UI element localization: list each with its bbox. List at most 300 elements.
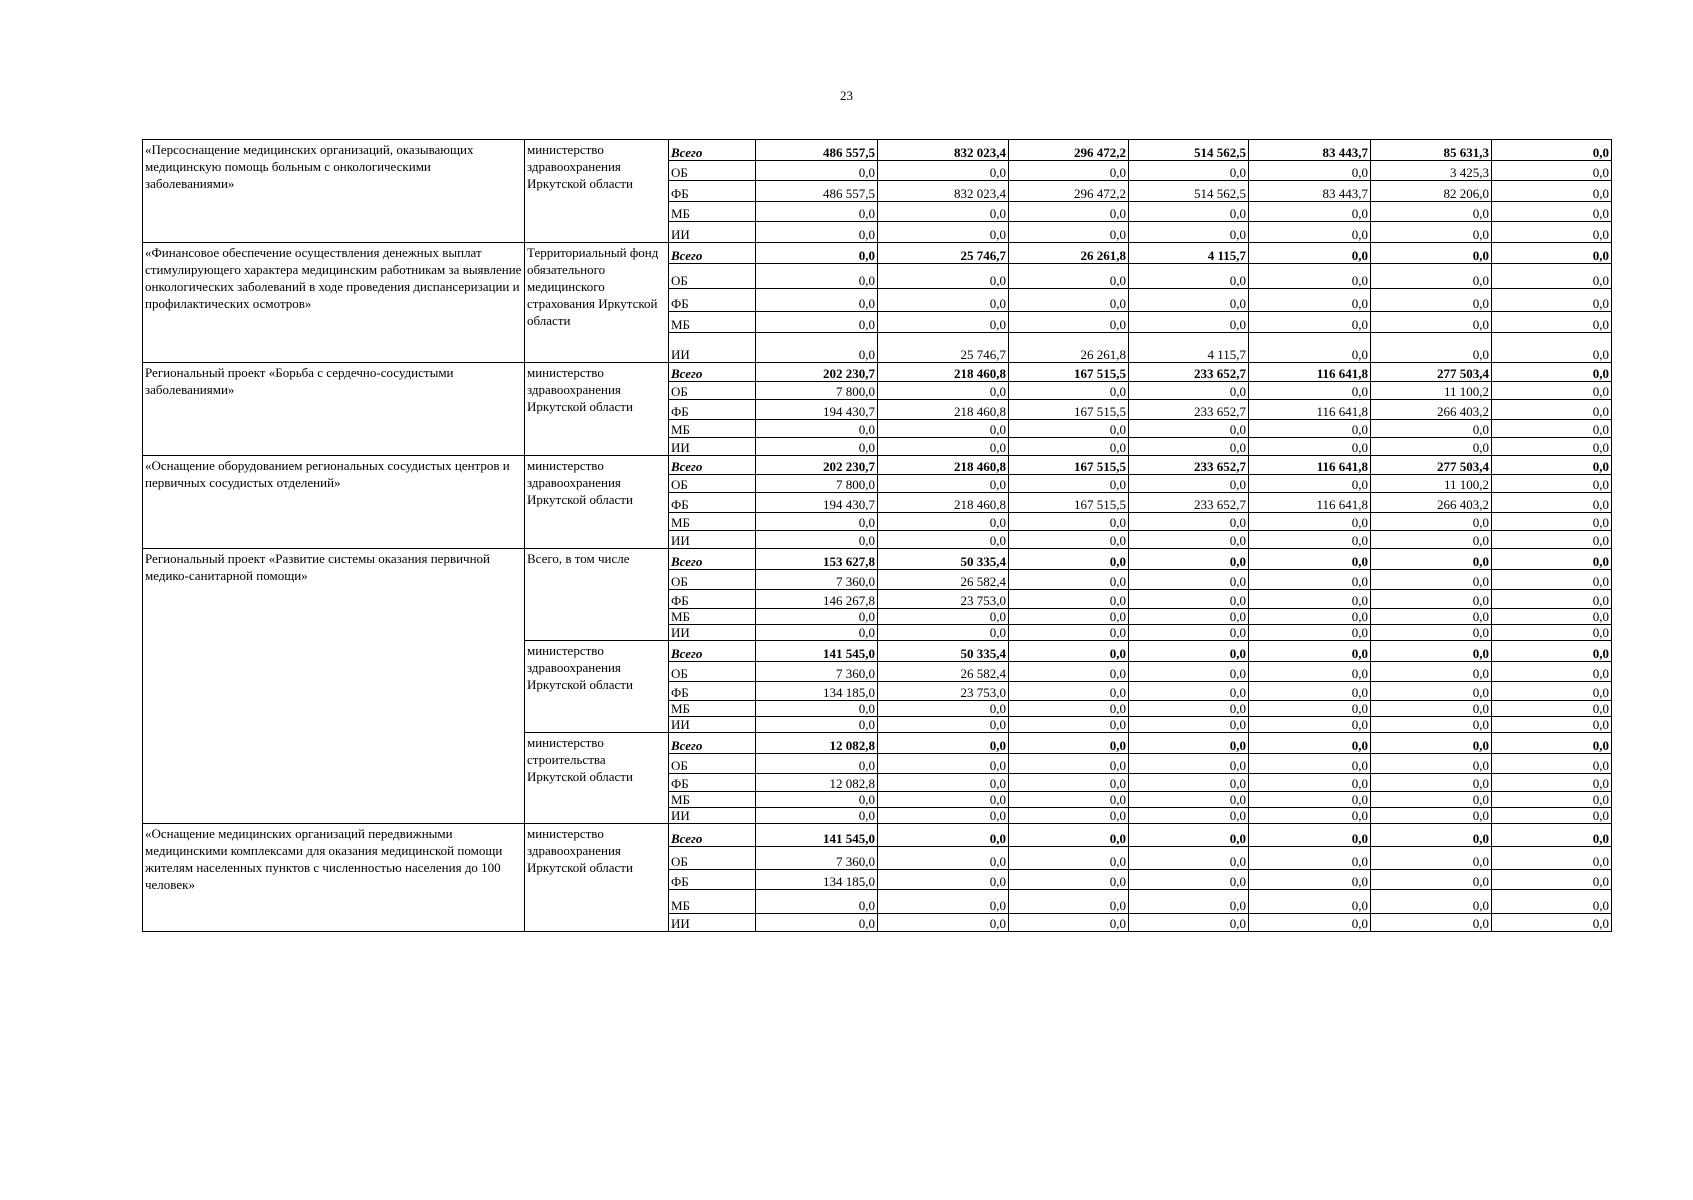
amount-cell: 0,0 xyxy=(1492,289,1612,312)
amount-cell: 486 557,5 xyxy=(756,140,878,161)
amount-cell: 0,0 xyxy=(756,531,878,549)
amount-cell: 832 023,4 xyxy=(878,181,1009,202)
amount-cell: 0,0 xyxy=(1249,312,1371,333)
amount-cell: 0,0 xyxy=(878,222,1009,243)
event-name-cell: «Персоснащение медицинских организаций, оказывающих медицинскую помощь больным с онкологическими заболеваниями» xyxy=(143,140,525,243)
amount-cell: 0,0 xyxy=(1129,701,1249,717)
funding-source-cell: ИИ xyxy=(669,625,756,641)
amount-cell: 0,0 xyxy=(1371,733,1492,754)
amount-cell: 0,0 xyxy=(1492,420,1612,438)
amount-cell: 0,0 xyxy=(1129,792,1249,808)
amount-cell: 116 641,8 xyxy=(1249,363,1371,382)
amount-cell: 0,0 xyxy=(1129,717,1249,733)
amount-cell: 0,0 xyxy=(1492,774,1612,792)
amount-cell: 0,0 xyxy=(1492,202,1612,222)
funding-source-cell: Всего xyxy=(669,140,756,161)
amount-cell: 116 641,8 xyxy=(1249,400,1371,420)
amount-cell: 0,0 xyxy=(878,824,1009,847)
amount-cell: 0,0 xyxy=(1129,824,1249,847)
amount-cell: 0,0 xyxy=(1492,243,1612,264)
amount-cell: 0,0 xyxy=(1009,792,1129,808)
amount-cell: 0,0 xyxy=(1371,824,1492,847)
funding-source-cell: ИИ xyxy=(669,222,756,243)
amount-cell: 0,0 xyxy=(756,808,878,824)
amount-cell: 0,0 xyxy=(1492,733,1612,754)
amount-cell: 0,0 xyxy=(1009,222,1129,243)
executor-cell: министерство здравоохранения Иркутской области xyxy=(525,824,669,932)
funding-source-cell: МБ xyxy=(669,890,756,914)
amount-cell: 0,0 xyxy=(1129,682,1249,701)
amount-cell: 167 515,5 xyxy=(1009,400,1129,420)
amount-cell: 0,0 xyxy=(878,701,1009,717)
amount-cell: 0,0 xyxy=(756,161,878,181)
amount-cell: 0,0 xyxy=(1129,754,1249,774)
funding-source-cell: ИИ xyxy=(669,333,756,363)
amount-cell: 153 627,8 xyxy=(756,549,878,570)
amount-cell: 7 360,0 xyxy=(756,847,878,870)
amount-cell: 0,0 xyxy=(1371,609,1492,625)
executor-cell: министерство здравоохранения Иркутской области xyxy=(525,363,669,456)
amount-cell: 0,0 xyxy=(1129,808,1249,824)
amount-cell: 0,0 xyxy=(1371,531,1492,549)
amount-cell: 0,0 xyxy=(1129,438,1249,456)
amount-cell: 82 206,0 xyxy=(1371,181,1492,202)
amount-cell: 12 082,8 xyxy=(756,733,878,754)
amount-cell: 0,0 xyxy=(1249,438,1371,456)
amount-cell: 0,0 xyxy=(756,222,878,243)
amount-cell: 0,0 xyxy=(1009,570,1129,590)
amount-cell: 0,0 xyxy=(1249,333,1371,363)
amount-cell: 0,0 xyxy=(1129,890,1249,914)
event-name-cell: Региональный проект «Развитие системы оказания первичной медико-санитарной помощи» xyxy=(143,549,525,824)
amount-cell: 0,0 xyxy=(1492,382,1612,400)
amount-cell: 23 753,0 xyxy=(878,682,1009,701)
funding-source-cell: ОБ xyxy=(669,570,756,590)
amount-cell: 0,0 xyxy=(1009,717,1129,733)
amount-cell: 0,0 xyxy=(1009,549,1129,570)
amount-cell: 50 335,4 xyxy=(878,549,1009,570)
executor-cell: Территориальный фонд обязательного медицинского страхования Иркутской области xyxy=(525,243,669,363)
amount-cell: 0,0 xyxy=(1492,808,1612,824)
amount-cell: 141 545,0 xyxy=(756,824,878,847)
amount-cell: 0,0 xyxy=(1492,161,1612,181)
amount-cell: 0,0 xyxy=(1009,733,1129,754)
funding-source-cell: ИИ xyxy=(669,438,756,456)
amount-cell: 0,0 xyxy=(878,161,1009,181)
amount-cell: 218 460,8 xyxy=(878,363,1009,382)
amount-cell: 0,0 xyxy=(878,792,1009,808)
funding-source-cell: ФБ xyxy=(669,289,756,312)
event-name-cell: Региональный проект «Борьба с сердечно-сосудистыми заболеваниями» xyxy=(143,363,525,456)
amount-cell: 0,0 xyxy=(878,717,1009,733)
funding-source-cell: ОБ xyxy=(669,662,756,682)
amount-cell: 0,0 xyxy=(1129,733,1249,754)
amount-cell: 0,0 xyxy=(878,870,1009,890)
funding-source-cell: МБ xyxy=(669,312,756,333)
amount-cell: 0,0 xyxy=(1009,609,1129,625)
funding-source-cell: ОБ xyxy=(669,475,756,493)
table-row xyxy=(143,363,1612,382)
amount-cell: 0,0 xyxy=(1492,590,1612,609)
amount-cell: 0,0 xyxy=(1371,312,1492,333)
amount-cell: 0,0 xyxy=(1492,513,1612,531)
page-number: 23 xyxy=(840,88,853,103)
amount-cell: 0,0 xyxy=(1249,513,1371,531)
amount-cell: 0,0 xyxy=(1492,701,1612,717)
executor-cell: министерство здравоохранения Иркутской области xyxy=(525,641,669,733)
amount-cell: 50 335,4 xyxy=(878,641,1009,662)
funding-source-cell: ФБ xyxy=(669,590,756,609)
amount-cell: 486 557,5 xyxy=(756,181,878,202)
amount-cell: 116 641,8 xyxy=(1249,493,1371,513)
amount-cell: 0,0 xyxy=(1129,382,1249,400)
amount-cell: 0,0 xyxy=(1492,363,1612,382)
amount-cell: 0,0 xyxy=(1129,549,1249,570)
amount-cell: 0,0 xyxy=(1009,774,1129,792)
table-row xyxy=(143,824,1612,847)
funding-source-cell: ФБ xyxy=(669,870,756,890)
amount-cell: 0,0 xyxy=(1249,609,1371,625)
amount-cell: 0,0 xyxy=(1249,808,1371,824)
funding-source-cell: Всего xyxy=(669,641,756,662)
amount-cell: 0,0 xyxy=(878,754,1009,774)
amount-cell: 26 261,8 xyxy=(1009,333,1129,363)
amount-cell: 0,0 xyxy=(756,202,878,222)
amount-cell: 0,0 xyxy=(1129,774,1249,792)
amount-cell: 277 503,4 xyxy=(1371,456,1492,475)
amount-cell: 0,0 xyxy=(1249,420,1371,438)
funding-source-cell: Всего xyxy=(669,733,756,754)
funding-source-cell: ОБ xyxy=(669,382,756,400)
amount-cell: 0,0 xyxy=(1492,847,1612,870)
amount-cell: 11 100,2 xyxy=(1371,382,1492,400)
amount-cell: 26 261,8 xyxy=(1009,243,1129,264)
funding-source-cell: ИИ xyxy=(669,717,756,733)
amount-cell: 0,0 xyxy=(878,733,1009,754)
amount-cell: 218 460,8 xyxy=(878,456,1009,475)
amount-cell: 0,0 xyxy=(1492,890,1612,914)
amount-cell: 0,0 xyxy=(1249,774,1371,792)
amount-cell: 0,0 xyxy=(1009,382,1129,400)
amount-cell: 277 503,4 xyxy=(1371,363,1492,382)
amount-cell: 0,0 xyxy=(1371,701,1492,717)
amount-cell: 0,0 xyxy=(1009,475,1129,493)
amount-cell: 3 425,3 xyxy=(1371,161,1492,181)
amount-cell: 0,0 xyxy=(1009,289,1129,312)
amount-cell: 0,0 xyxy=(756,438,878,456)
amount-cell: 0,0 xyxy=(1492,914,1612,932)
amount-cell: 0,0 xyxy=(1129,625,1249,641)
amount-cell: 0,0 xyxy=(1249,682,1371,701)
amount-cell: 514 562,5 xyxy=(1129,140,1249,161)
amount-cell: 0,0 xyxy=(1492,717,1612,733)
amount-cell: 0,0 xyxy=(1249,243,1371,264)
amount-cell: 0,0 xyxy=(1371,808,1492,824)
amount-cell: 233 652,7 xyxy=(1129,363,1249,382)
amount-cell: 0,0 xyxy=(1129,513,1249,531)
amount-cell: 0,0 xyxy=(1492,531,1612,549)
amount-cell: 0,0 xyxy=(1249,625,1371,641)
amount-cell: 0,0 xyxy=(756,609,878,625)
funding-source-cell: ИИ xyxy=(669,531,756,549)
table-row xyxy=(143,456,1612,475)
funding-source-cell: ФБ xyxy=(669,181,756,202)
amount-cell: 0,0 xyxy=(756,289,878,312)
amount-cell: 0,0 xyxy=(1129,570,1249,590)
amount-cell: 266 403,2 xyxy=(1371,400,1492,420)
amount-cell: 0,0 xyxy=(1492,312,1612,333)
amount-cell: 0,0 xyxy=(1492,333,1612,363)
amount-cell: 0,0 xyxy=(1009,420,1129,438)
amount-cell: 0,0 xyxy=(1249,531,1371,549)
amount-cell: 0,0 xyxy=(1371,847,1492,870)
funding-source-cell: Всего xyxy=(669,549,756,570)
amount-cell: 0,0 xyxy=(1492,475,1612,493)
amount-cell: 0,0 xyxy=(1492,609,1612,625)
amount-cell: 4 115,7 xyxy=(1129,333,1249,363)
funding-source-cell: Всего xyxy=(669,824,756,847)
amount-cell: 0,0 xyxy=(1371,513,1492,531)
amount-cell: 0,0 xyxy=(1129,847,1249,870)
amount-cell: 0,0 xyxy=(756,890,878,914)
amount-cell: 0,0 xyxy=(1371,914,1492,932)
amount-cell: 7 360,0 xyxy=(756,662,878,682)
amount-cell: 7 360,0 xyxy=(756,570,878,590)
funding-source-cell: Всего xyxy=(669,456,756,475)
amount-cell: 7 800,0 xyxy=(756,475,878,493)
funding-source-cell: ОБ xyxy=(669,847,756,870)
amount-cell: 0,0 xyxy=(756,312,878,333)
amount-cell: 83 443,7 xyxy=(1249,140,1371,161)
amount-cell: 0,0 xyxy=(1129,870,1249,890)
amount-cell: 0,0 xyxy=(756,420,878,438)
funding-source-cell: ОБ xyxy=(669,754,756,774)
amount-cell: 0,0 xyxy=(1009,202,1129,222)
amount-cell: 0,0 xyxy=(1371,420,1492,438)
amount-cell: 0,0 xyxy=(1129,264,1249,289)
amount-cell: 0,0 xyxy=(1009,914,1129,932)
amount-cell: 0,0 xyxy=(1129,202,1249,222)
amount-cell: 0,0 xyxy=(1249,890,1371,914)
funding-source-cell: МБ xyxy=(669,202,756,222)
amount-cell: 0,0 xyxy=(1249,264,1371,289)
amount-cell: 0,0 xyxy=(878,312,1009,333)
budget-table xyxy=(142,139,1612,932)
executor-cell: министерство строительства Иркутской области xyxy=(525,733,669,824)
amount-cell: 0,0 xyxy=(1492,400,1612,420)
amount-cell: 0,0 xyxy=(1492,222,1612,243)
amount-cell: 0,0 xyxy=(1249,641,1371,662)
funding-source-cell: ФБ xyxy=(669,682,756,701)
amount-cell: 0,0 xyxy=(1492,456,1612,475)
amount-cell: 0,0 xyxy=(1371,774,1492,792)
amount-cell: 83 443,7 xyxy=(1249,181,1371,202)
funding-source-cell: МБ xyxy=(669,513,756,531)
table-row xyxy=(143,140,1612,161)
amount-cell: 141 545,0 xyxy=(756,641,878,662)
amount-cell: 0,0 xyxy=(878,475,1009,493)
amount-cell: 0,0 xyxy=(1009,890,1129,914)
amount-cell: 0,0 xyxy=(1009,264,1129,289)
amount-cell: 26 582,4 xyxy=(878,662,1009,682)
amount-cell: 0,0 xyxy=(1371,222,1492,243)
amount-cell: 0,0 xyxy=(1249,847,1371,870)
amount-cell: 233 652,7 xyxy=(1129,493,1249,513)
amount-cell: 0,0 xyxy=(756,914,878,932)
amount-cell: 0,0 xyxy=(756,333,878,363)
amount-cell: 0,0 xyxy=(1371,870,1492,890)
amount-cell: 0,0 xyxy=(1249,549,1371,570)
amount-cell: 218 460,8 xyxy=(878,493,1009,513)
amount-cell: 0,0 xyxy=(1009,808,1129,824)
table-row xyxy=(143,243,1612,264)
amount-cell: 167 515,5 xyxy=(1009,456,1129,475)
amount-cell: 0,0 xyxy=(1129,590,1249,609)
amount-cell: 0,0 xyxy=(1371,792,1492,808)
amount-cell: 0,0 xyxy=(1129,312,1249,333)
amount-cell: 0,0 xyxy=(1371,682,1492,701)
amount-cell: 0,0 xyxy=(878,625,1009,641)
table-body xyxy=(143,140,1612,932)
funding-source-cell: ОБ xyxy=(669,264,756,289)
amount-cell: 0,0 xyxy=(756,701,878,717)
executor-cell: Всего, в том числе xyxy=(525,549,669,641)
amount-cell: 0,0 xyxy=(1249,701,1371,717)
amount-cell: 0,0 xyxy=(1492,662,1612,682)
funding-source-cell: ИИ xyxy=(669,914,756,932)
amount-cell: 116 641,8 xyxy=(1249,456,1371,475)
amount-cell: 0,0 xyxy=(1492,625,1612,641)
funding-source-cell: ФБ xyxy=(669,400,756,420)
amount-cell: 0,0 xyxy=(1492,264,1612,289)
amount-cell: 0,0 xyxy=(1492,641,1612,662)
amount-cell: 266 403,2 xyxy=(1371,493,1492,513)
amount-cell: 296 472,2 xyxy=(1009,181,1129,202)
amount-cell: 0,0 xyxy=(756,625,878,641)
amount-cell: 0,0 xyxy=(1492,438,1612,456)
amount-cell: 0,0 xyxy=(756,243,878,264)
amount-cell: 0,0 xyxy=(1371,243,1492,264)
amount-cell: 0,0 xyxy=(878,774,1009,792)
amount-cell: 0,0 xyxy=(1492,570,1612,590)
amount-cell: 0,0 xyxy=(878,513,1009,531)
amount-cell: 26 582,4 xyxy=(878,570,1009,590)
amount-cell: 0,0 xyxy=(1371,570,1492,590)
amount-cell: 0,0 xyxy=(756,754,878,774)
amount-cell: 0,0 xyxy=(878,420,1009,438)
amount-cell: 0,0 xyxy=(1009,701,1129,717)
amount-cell: 0,0 xyxy=(1249,590,1371,609)
amount-cell: 0,0 xyxy=(1129,161,1249,181)
amount-cell: 0,0 xyxy=(1249,754,1371,774)
amount-cell: 134 185,0 xyxy=(756,870,878,890)
amount-cell: 167 515,5 xyxy=(1009,363,1129,382)
amount-cell: 0,0 xyxy=(1249,475,1371,493)
amount-cell: 0,0 xyxy=(1492,824,1612,847)
amount-cell: 218 460,8 xyxy=(878,400,1009,420)
amount-cell: 0,0 xyxy=(1371,333,1492,363)
amount-cell: 0,0 xyxy=(1249,202,1371,222)
funding-source-cell: ИИ xyxy=(669,808,756,824)
amount-cell: 202 230,7 xyxy=(756,363,878,382)
amount-cell: 0,0 xyxy=(1371,890,1492,914)
amount-cell: 0,0 xyxy=(878,438,1009,456)
amount-cell: 194 430,7 xyxy=(756,400,878,420)
amount-cell: 0,0 xyxy=(1492,754,1612,774)
amount-cell: 0,0 xyxy=(756,513,878,531)
amount-cell: 0,0 xyxy=(878,847,1009,870)
amount-cell: 0,0 xyxy=(1371,289,1492,312)
amount-cell: 0,0 xyxy=(1371,641,1492,662)
amount-cell: 0,0 xyxy=(1129,531,1249,549)
amount-cell: 0,0 xyxy=(1009,625,1129,641)
amount-cell: 0,0 xyxy=(1129,289,1249,312)
amount-cell: 0,0 xyxy=(1129,662,1249,682)
event-name-cell: «Оснащение медицинских организаций передвижными медицинскими комплексами для оказания медицинской помощи жителям населенных пунктов с численностью населения до 100 человек» xyxy=(143,824,525,932)
amount-cell: 0,0 xyxy=(1492,549,1612,570)
amount-cell: 85 631,3 xyxy=(1371,140,1492,161)
amount-cell: 0,0 xyxy=(1492,181,1612,202)
amount-cell: 146 267,8 xyxy=(756,590,878,609)
amount-cell: 0,0 xyxy=(1249,733,1371,754)
amount-cell: 0,0 xyxy=(878,914,1009,932)
amount-cell: 202 230,7 xyxy=(756,456,878,475)
amount-cell: 0,0 xyxy=(1371,264,1492,289)
amount-cell: 233 652,7 xyxy=(1129,456,1249,475)
event-name-cell: «Оснащение оборудованием региональных сосудистых центров и первичных сосудистых отделений» xyxy=(143,456,525,549)
amount-cell: 0,0 xyxy=(1371,625,1492,641)
amount-cell: 0,0 xyxy=(1009,870,1129,890)
amount-cell: 0,0 xyxy=(1371,438,1492,456)
amount-cell: 514 562,5 xyxy=(1129,181,1249,202)
amount-cell: 0,0 xyxy=(1249,570,1371,590)
funding-source-cell: МБ xyxy=(669,609,756,625)
amount-cell: 0,0 xyxy=(1009,754,1129,774)
amount-cell: 12 082,8 xyxy=(756,774,878,792)
amount-cell: 4 115,7 xyxy=(1129,243,1249,264)
amount-cell: 0,0 xyxy=(1249,717,1371,733)
amount-cell: 0,0 xyxy=(1371,662,1492,682)
amount-cell: 0,0 xyxy=(1009,438,1129,456)
amount-cell: 0,0 xyxy=(1009,161,1129,181)
amount-cell: 0,0 xyxy=(878,890,1009,914)
amount-cell: 0,0 xyxy=(1009,312,1129,333)
amount-cell: 0,0 xyxy=(1249,161,1371,181)
amount-cell: 233 652,7 xyxy=(1129,400,1249,420)
amount-cell: 0,0 xyxy=(1129,641,1249,662)
amount-cell: 0,0 xyxy=(1249,824,1371,847)
amount-cell: 0,0 xyxy=(1371,754,1492,774)
amount-cell: 0,0 xyxy=(878,202,1009,222)
amount-cell: 0,0 xyxy=(1492,792,1612,808)
amount-cell: 0,0 xyxy=(1129,609,1249,625)
executor-cell: министерство здравоохранения Иркутской области xyxy=(525,140,669,243)
amount-cell: 0,0 xyxy=(1009,641,1129,662)
table-row xyxy=(143,549,1612,570)
funding-source-cell: МБ xyxy=(669,420,756,438)
amount-cell: 0,0 xyxy=(1371,549,1492,570)
event-name-cell: «Финансовое обеспечение осуществления денежных выплат стимулирующего характера медицинским работникам за выявление онкологических заболеваний в ходе проведения диспансеризации и профилактических осмотров» xyxy=(143,243,525,363)
funding-source-cell: МБ xyxy=(669,792,756,808)
amount-cell: 167 515,5 xyxy=(1009,493,1129,513)
amount-cell: 134 185,0 xyxy=(756,682,878,701)
amount-cell: 0,0 xyxy=(1129,914,1249,932)
funding-source-cell: ФБ xyxy=(669,493,756,513)
funding-source-cell: ФБ xyxy=(669,774,756,792)
amount-cell: 0,0 xyxy=(1129,475,1249,493)
amount-cell: 11 100,2 xyxy=(1371,475,1492,493)
amount-cell: 0,0 xyxy=(878,531,1009,549)
